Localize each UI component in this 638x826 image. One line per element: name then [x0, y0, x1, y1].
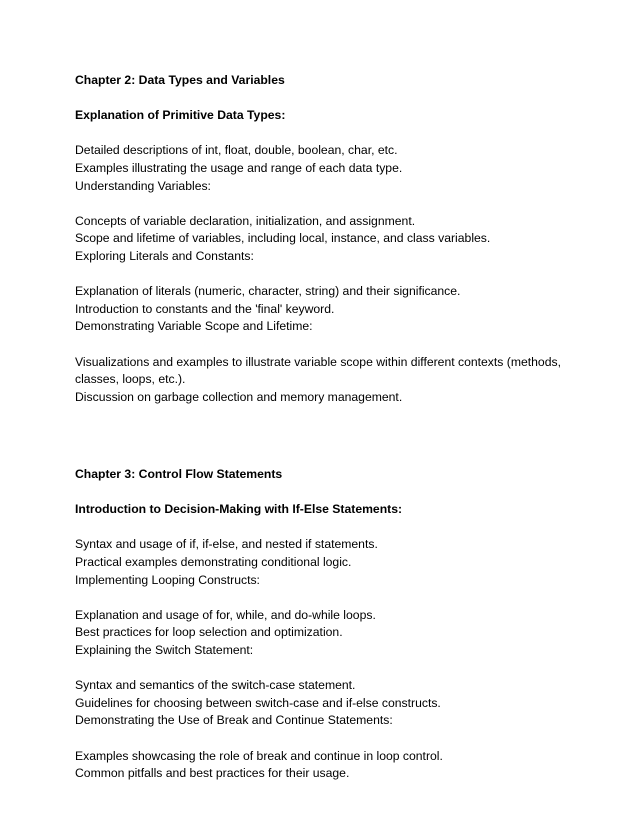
- chapter-3-line: Examples showcasing the role of break and continue in loop control.: [75, 748, 443, 763]
- chapter-3-subtitle: Introduction to Decision-Making with If-Else Statements:: [75, 502, 403, 517]
- chapter-2-subheading: Understanding Variables:: [75, 178, 211, 193]
- chapter-2-line: Concepts of variable declaration, initialization, and assignment.: [75, 213, 416, 228]
- chapter-2-section: [75, 72, 575, 406]
- chapter-2-subheading: Demonstrating Variable Scope and Lifetime:: [75, 319, 313, 334]
- chapter-3-section: [75, 466, 575, 783]
- chapter-2-line: Explanation of literals (numeric, character, string) and their significance.: [75, 284, 461, 299]
- chapter-2-line: Examples illustrating the usage and range of each data type.: [75, 160, 403, 175]
- chapter-3-line: Best practices for loop selection and optimization.: [75, 625, 343, 640]
- chapter-3-subheading: Implementing Looping Constructs:: [75, 572, 260, 587]
- chapter-3-subheading: Demonstrating the Use of Break and Continue Statements:: [75, 713, 393, 728]
- chapter-3-line: Syntax and usage of if, if-else, and nested if statements.: [75, 537, 378, 552]
- chapter-2-line: Scope and lifetime of variables, including local, instance, and class variables.: [75, 231, 491, 246]
- chapter-3-line: Explanation and usage of for, while, and do-while loops.: [75, 607, 376, 622]
- chapter-3-subheading: Explaining the Switch Statement:: [75, 642, 254, 657]
- chapter-2-subtitle: Explanation of Primitive Data Types:: [75, 108, 286, 123]
- chapter-2-line: Introduction to constants and the 'final' keyword.: [75, 301, 335, 316]
- chapter-2-subheading: Exploring Literals and Constants:: [75, 248, 254, 263]
- chapter-2-line: Detailed descriptions of int, float, double, boolean, char, etc.: [75, 143, 398, 158]
- chapter-2-line: Discussion on garbage collection and memory management.: [75, 389, 403, 404]
- chapter-3-line: Common pitfalls and best practices for their usage.: [75, 766, 350, 781]
- chapter-3-title: Chapter 3: Control Flow Statements: [75, 467, 283, 481]
- chapter-3-line: Syntax and semantics of the switch-case statement.: [75, 678, 356, 693]
- chapter-2-line: Visualizations and examples to illustrate variable scope within different contexts (methods, classes, loops, etc.).: [75, 354, 561, 387]
- chapter-3-line: Guidelines for choosing between switch-case and if-else constructs.: [75, 695, 441, 710]
- chapter-3-line: Practical examples demonstrating conditional logic.: [75, 554, 352, 569]
- chapter-2-title: Chapter 2: Data Types and Variables: [75, 73, 285, 87]
